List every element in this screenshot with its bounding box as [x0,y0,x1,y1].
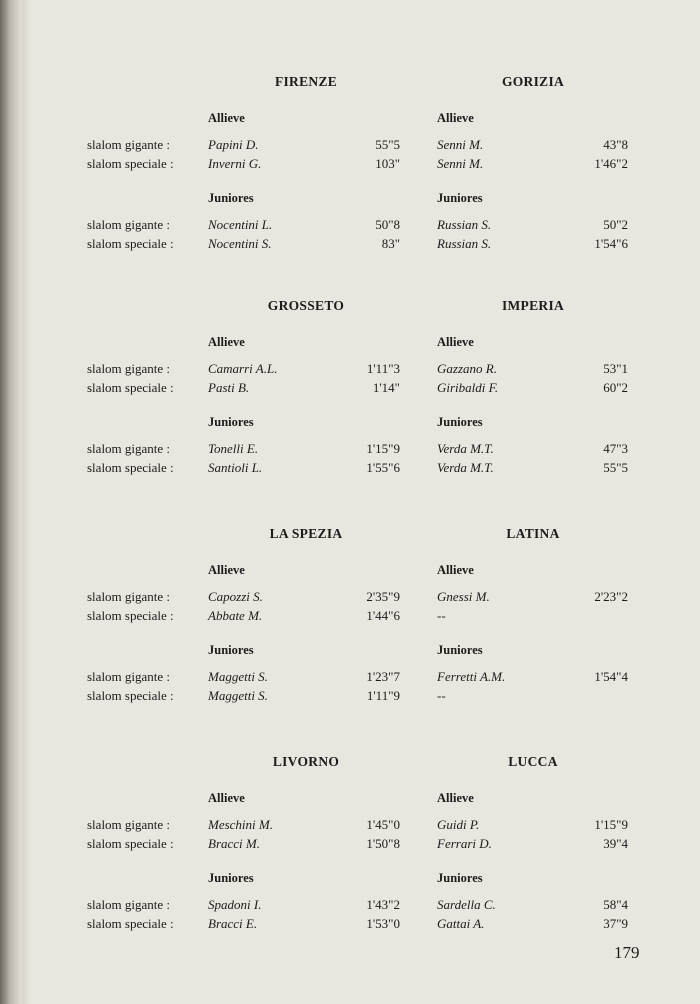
result-time: 55"5 [603,460,628,475]
category-juniores: Juniores [208,415,254,429]
athlete-name: Tonelli E. [208,441,259,456]
label-slalom-gigante: slalom gigante : [87,817,171,832]
athlete-name: Santioli L. [208,460,263,475]
result-time: 60"2 [603,380,628,395]
result-time: 1'46"2 [594,156,628,171]
result-time: 53"1 [603,361,628,376]
result-time: 1'54"6 [594,236,628,251]
athlete-name: Camarri A.L. [208,361,278,376]
athlete-name: Guidi P. [437,817,480,832]
label-slalom-gigante: slalom gigante : [87,441,171,456]
label-slalom-speciale: slalom speciale : [87,236,174,251]
province-title: LA SPEZIA [269,526,343,541]
result-time: 1'23"7 [366,669,400,684]
label-slalom-gigante: slalom gigante : [87,137,171,152]
result-time: 50"2 [603,217,628,232]
page-edge [22,0,30,1004]
province-title: IMPERIA [501,298,565,313]
athlete-name: Maggetti S. [208,688,268,703]
athlete-name: -- [437,688,446,703]
result-time: 83" [381,236,400,251]
label-slalom-gigante: slalom gigante : [87,589,171,604]
label-slalom-gigante: slalom gigante : [87,669,171,684]
label-slalom-gigante: slalom gigante : [87,897,171,912]
province-title: LIVORNO [272,754,340,769]
athlete-name: Inverni G. [208,156,262,171]
athlete-name: Spadoni I. [208,897,262,912]
result-time: 1'50"8 [366,836,400,851]
result-time: 1'14" [372,380,400,395]
category-juniores: Juniores [208,871,254,885]
result-time: 43"8 [603,137,628,152]
athlete-name: Senni M. [437,156,484,171]
athlete-name: Meschini M. [208,817,273,832]
athlete-name: Ferrari D. [437,836,492,851]
athlete-name: Verda M.T. [437,441,494,456]
athlete-name: Ferretti A.M. [437,669,506,684]
label-slalom-gigante: slalom gigante : [87,217,171,232]
label-slalom-speciale: slalom speciale : [87,916,174,931]
athlete-name: Gattai A. [437,916,485,931]
category-allieve: Allieve [208,791,245,805]
result-time: 1'11"9 [366,688,400,703]
result-time: 1'53"0 [366,916,400,931]
result-time: 1'44"6 [366,608,400,623]
category-allieve: Allieve [208,563,245,577]
result-time: 103" [375,156,400,171]
page-number: 179 [614,943,640,962]
athlete-name: Capozzi S. [208,589,263,604]
result-time: 58"4 [603,897,628,912]
athlete-name: Verda M.T. [437,460,494,475]
category-allieve: Allieve [437,335,474,349]
category-allieve: Allieve [437,111,474,125]
label-slalom-speciale: slalom speciale : [87,836,174,851]
label-slalom-speciale: slalom speciale : [87,608,174,623]
province-title: LATINA [506,526,560,541]
province-title: GORIZIA [501,74,565,89]
athlete-name: Pasti B. [208,380,250,395]
athlete-name: -- [437,608,446,623]
province-title: GROSSETO [267,298,345,313]
result-time: 1'15"9 [594,817,628,832]
label-slalom-speciale: slalom speciale : [87,460,174,475]
athlete-name: Sardella C. [437,897,496,912]
category-allieve: Allieve [437,563,474,577]
athlete-name: Maggetti S. [208,669,268,684]
label-slalom-speciale: slalom speciale : [87,380,174,395]
result-time: 37"9 [603,916,628,931]
athlete-name: Russian S. [437,217,492,232]
category-juniores: Juniores [437,643,483,657]
result-time: 1'55"6 [366,460,400,475]
result-time: 2'23"2 [594,589,628,604]
result-time: 1'15"9 [366,441,400,456]
province-title: LUCCA [508,754,558,769]
athlete-name: Abbate M. [208,608,263,623]
athlete-name: Nocentini S. [208,236,272,251]
athlete-name: Gnessi M. [437,589,490,604]
label-slalom-speciale: slalom speciale : [87,688,174,703]
result-time: 47"3 [603,441,628,456]
label-slalom-speciale: slalom speciale : [87,156,174,171]
result-time: 55"5 [375,137,400,152]
category-juniores: Juniores [437,415,483,429]
athlete-name: Gazzano R. [437,361,497,376]
province-title: FIRENZE [274,74,338,89]
label-slalom-gigante: slalom gigante : [87,361,171,376]
category-allieve: Allieve [208,111,245,125]
athlete-name: Bracci M. [208,836,260,851]
athlete-name: Bracci E. [208,916,258,931]
athlete-name: Senni M. [437,137,484,152]
result-time: 39"4 [603,836,628,851]
result-time: 1'45"0 [366,817,400,832]
result-time: 1'54"4 [594,669,628,684]
category-juniores: Juniores [208,191,254,205]
athlete-name: Nocentini L. [208,217,273,232]
result-time: 50"8 [375,217,400,232]
athlete-name: Papini D. [208,137,259,152]
category-allieve: Allieve [437,791,474,805]
book-spine-shadow [0,0,22,1004]
result-time: 2'35"9 [366,589,400,604]
athlete-name: Giribaldi F. [437,380,499,395]
result-time: 1'11"3 [366,361,400,376]
category-juniores: Juniores [437,871,483,885]
category-juniores: Juniores [437,191,483,205]
category-allieve: Allieve [208,335,245,349]
result-time: 1'43"2 [366,897,400,912]
category-juniores: Juniores [208,643,254,657]
athlete-name: Russian S. [437,236,492,251]
